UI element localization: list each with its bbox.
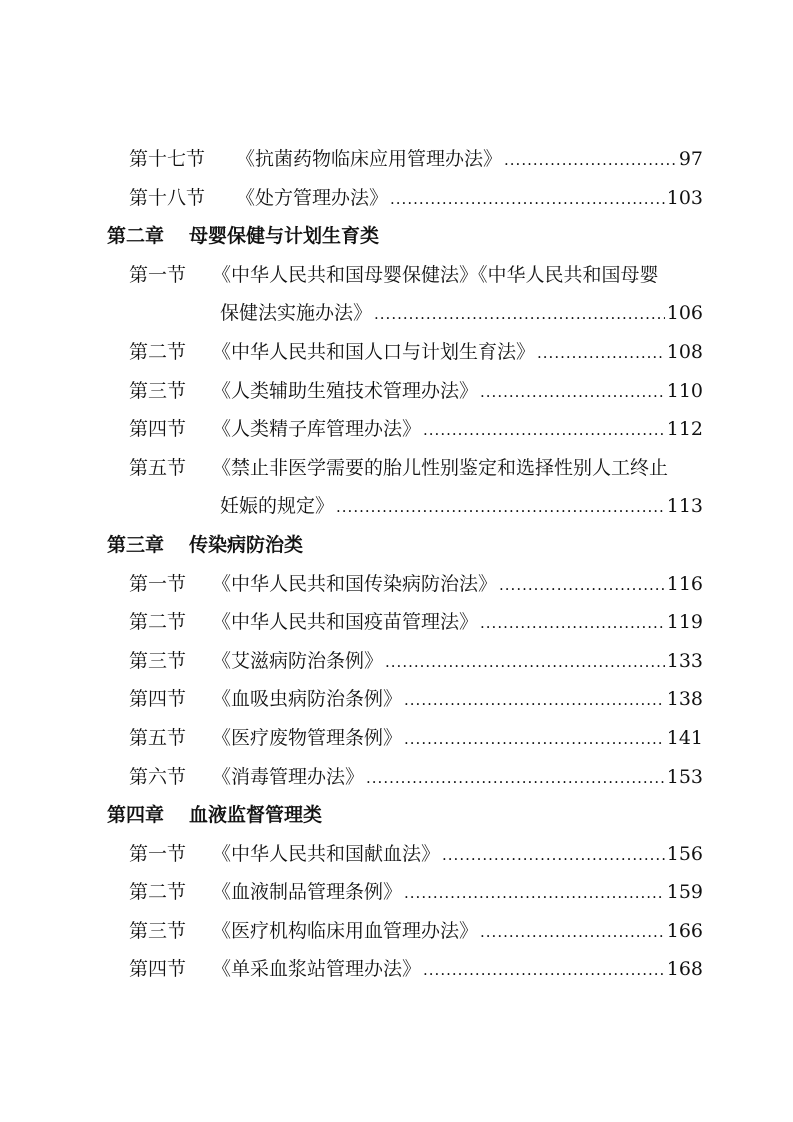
toc-entry[interactable] [212, 873, 703, 913]
section-title: 《血液制品管理条例》 [212, 881, 403, 904]
section-label: 第五节 [129, 726, 187, 749]
page-number: 103 [666, 186, 703, 209]
dot-leader [374, 295, 665, 334]
toc-row [0, 333, 793, 372]
page-number: 119 [666, 611, 703, 634]
toc-row [0, 256, 793, 295]
section-label: 第四节 [129, 688, 187, 711]
toc-entry[interactable] [236, 140, 703, 180]
toc-entry[interactable] [212, 758, 703, 798]
dot-leader [336, 488, 665, 527]
page-number: 108 [666, 340, 703, 363]
toc-row [0, 565, 793, 604]
section-title: 《消毒管理办法》 [212, 765, 365, 788]
dot-leader [423, 951, 665, 990]
page-number: 112 [666, 418, 703, 441]
page-number: 156 [666, 842, 703, 865]
section-label: 第二节 [129, 340, 187, 363]
toc-row [0, 835, 793, 874]
page-number: 110 [666, 379, 703, 402]
section-title: 《医疗机构临床用血管理办法》 [212, 919, 479, 942]
toc-row [0, 140, 793, 179]
page-number: 166 [666, 919, 703, 942]
toc-row [0, 912, 793, 951]
toc-entry[interactable] [212, 680, 703, 720]
toc-entry[interactable] [212, 565, 703, 605]
section-label: 第三节 [129, 919, 187, 942]
dot-leader [366, 759, 665, 798]
section-title: 《中华人民共和国疫苗管理法》 [212, 611, 479, 634]
dot-leader [404, 720, 665, 759]
toc-row [0, 950, 793, 989]
page-number: 159 [666, 881, 703, 904]
toc-row [0, 410, 793, 449]
toc-entry[interactable] [212, 333, 703, 373]
dot-leader [390, 180, 665, 219]
toc-entry[interactable] [212, 372, 703, 412]
toc-entry[interactable] [220, 487, 703, 527]
section-title-continued: 保健法实施办法》 [220, 302, 373, 325]
page-number: 113 [666, 495, 703, 518]
chapter-title: 母婴保健与计划生育类 [189, 225, 380, 248]
toc-row [0, 449, 793, 488]
toc-entry[interactable] [212, 603, 703, 643]
chapter-label: 第二章 [107, 225, 165, 248]
dot-leader [404, 681, 665, 720]
section-label: 第六节 [129, 765, 187, 788]
page-number: 97 [678, 148, 703, 170]
toc-entry[interactable] [212, 410, 703, 450]
section-label: 第十七节 [129, 148, 206, 170]
toc-row-continuation [0, 487, 793, 526]
section-title: 《人类精子库管理办法》 [212, 418, 422, 441]
section-title: 《人类辅助生殖技术管理办法》 [212, 379, 479, 402]
page-number: 141 [666, 726, 703, 749]
toc-row [0, 179, 793, 218]
dot-leader [480, 913, 665, 952]
page-number: 138 [666, 688, 703, 711]
section-label: 第二节 [129, 881, 187, 904]
section-title: 《禁止非医学需要的胎儿性别鉴定和选择性别人工终止 [212, 456, 669, 479]
chapter-label: 第四章 [107, 804, 165, 827]
section-title: 《处方管理办法》 [236, 186, 389, 209]
toc-entry[interactable] [212, 256, 703, 295]
dot-leader [480, 373, 665, 412]
dot-leader [423, 411, 665, 450]
toc-entry[interactable] [212, 642, 703, 682]
page-number: 133 [666, 649, 703, 672]
section-label: 第一节 [129, 842, 187, 865]
toc-row [0, 680, 793, 719]
table-of-contents [0, 140, 793, 989]
section-title: 《中华人民共和国献血法》 [212, 842, 441, 865]
toc-row [0, 873, 793, 912]
chapter-label: 第三章 [107, 533, 165, 556]
toc-row [0, 372, 793, 411]
section-title-continued: 妊娠的规定》 [220, 495, 335, 518]
dot-leader [499, 566, 665, 605]
section-title: 《医疗废物管理条例》 [212, 726, 403, 749]
section-title: 《血吸虫病防治条例》 [212, 688, 403, 711]
page-number: 106 [666, 302, 703, 325]
dot-leader [442, 836, 665, 875]
page-number: 168 [666, 958, 703, 981]
section-label: 第一节 [129, 572, 187, 595]
section-label: 第十八节 [129, 186, 206, 209]
toc-entry[interactable] [212, 912, 703, 952]
section-title: 《艾滋病防治条例》 [212, 649, 384, 672]
page-number: 153 [666, 765, 703, 788]
toc-row [0, 758, 793, 797]
section-label: 第一节 [129, 263, 187, 286]
chapter-heading[interactable] [0, 217, 793, 256]
section-label: 第二节 [129, 611, 187, 634]
chapter-title: 传染病防治类 [189, 533, 304, 556]
chapter-heading[interactable] [0, 796, 793, 835]
toc-row [0, 719, 793, 758]
section-title: 《中华人民共和国母婴保健法》《中华人民共和国母婴 [212, 263, 659, 286]
toc-entry[interactable] [212, 835, 703, 875]
section-title: 《单采血浆站管理办法》 [212, 958, 422, 981]
dot-leader [537, 334, 665, 373]
page-number: 116 [666, 572, 703, 595]
section-title: 《中华人民共和国传染病防治法》 [212, 572, 498, 595]
section-label: 第五节 [129, 456, 187, 479]
toc-entry[interactable] [212, 449, 703, 488]
dot-leader [385, 643, 665, 682]
dot-leader [480, 604, 665, 643]
section-title: 《中华人民共和国人口与计划生育法》 [212, 340, 536, 363]
dot-leader [504, 141, 677, 180]
section-label: 第三节 [129, 649, 187, 672]
toc-entry[interactable] [236, 179, 703, 219]
section-title: 《抗菌药物临床应用管理办法》 [236, 148, 503, 170]
toc-row-continuation [0, 294, 793, 333]
chapter-title: 血液监督管理类 [189, 804, 323, 827]
toc-row [0, 603, 793, 642]
toc-entry[interactable] [212, 950, 703, 990]
section-label: 第三节 [129, 379, 187, 402]
section-label: 第四节 [129, 418, 187, 441]
dot-leader [404, 874, 665, 913]
toc-entry[interactable] [220, 294, 703, 334]
toc-entry[interactable] [212, 719, 703, 759]
section-label: 第四节 [129, 958, 187, 981]
chapter-heading[interactable] [0, 526, 793, 565]
toc-row [0, 642, 793, 681]
